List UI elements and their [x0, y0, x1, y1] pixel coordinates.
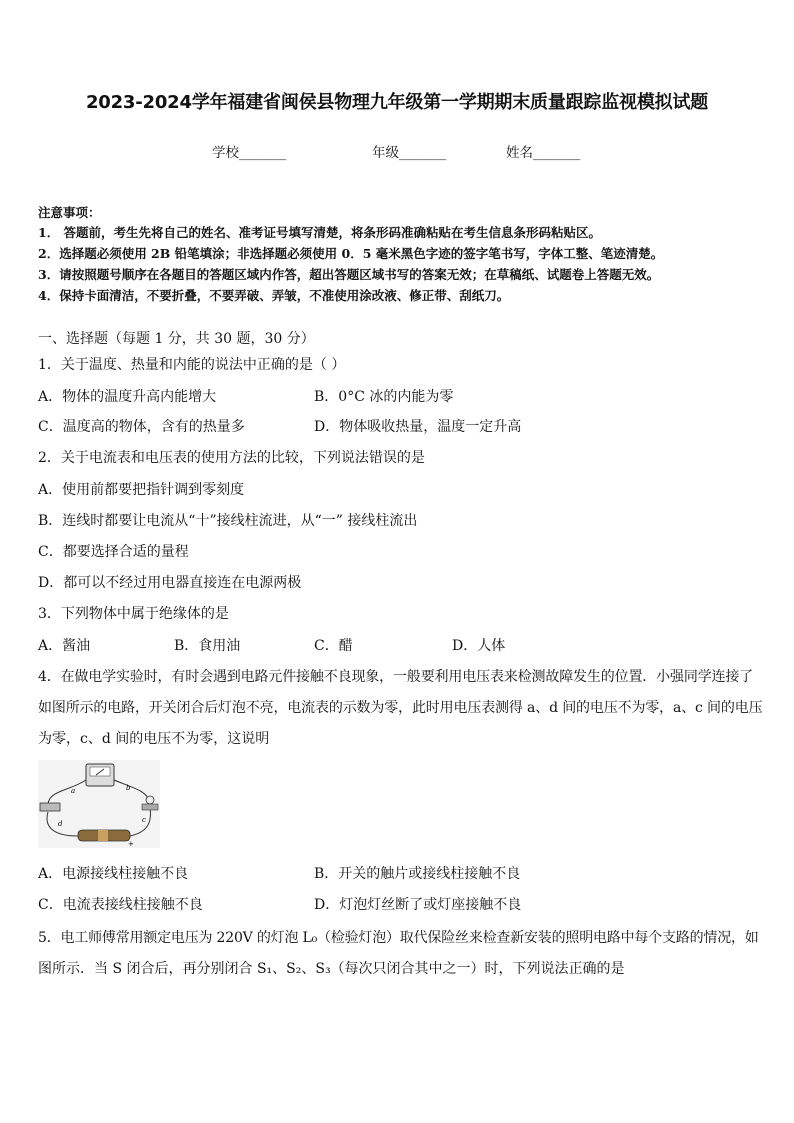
label-c: c — [142, 816, 146, 824]
question-1-option-b: B．0°C 冰的内能为零 — [314, 389, 454, 405]
question-4-line-2: 如图所示的电路，开关闭合后灯泡不亮，电流表的示数为零，此时用电压表测得 a、d 间的电压不为零，a、c 间的电压 — [38, 700, 763, 716]
switch-icon — [40, 803, 60, 811]
question-4-option-a: A．电源接线柱接触不良 — [38, 866, 189, 882]
label-d: d — [58, 820, 63, 828]
question-4-line-3: 为零，c、d 间的电压不为零，这说明 — [38, 731, 270, 747]
label-a: a — [71, 787, 76, 795]
notes-heading: 注意事项： — [38, 205, 101, 220]
question-4-line-1: 4．在做电学实验时，有时会遇到电路元件接触不良现象，一般要利用电压表来检测故障发生的位置．小强同学连接了 — [38, 669, 754, 685]
name-field: 姓名_______ — [506, 145, 581, 161]
section-heading: 一、选择题（每题 1 分，共 30 题，30 分） — [38, 331, 315, 347]
question-2-option-a: A．使用前都要把指针调到零刻度 — [38, 482, 245, 498]
page-title: 2023-2024学年福建省闽侯县物理九年级第一学期期末质量跟踪监视模拟试题 — [85, 92, 709, 113]
question-4-option-d: D．灯泡灯丝断了或灯座接触不良 — [314, 897, 522, 913]
question-5-line-1: 5．电工师傅常用额定电压为 220V 的灯泡 L₀（检验灯泡）取代保险丝来检查新安装的照明电路中每个支路的情况，如 — [38, 930, 759, 946]
question-1-option-d: D．物体吸收热量，温度一定升高 — [314, 419, 522, 435]
note-item: 4．保持卡面清洁，不要折叠，不要弄破、弄皱，不准使用涂改液、修正带、刮纸刀。 — [38, 288, 510, 303]
question-1-option-c: C．温度高的物体，含有的热量多 — [38, 419, 245, 435]
question-2-option-d: D．都可以不经过用电器直接连在电源两极 — [38, 575, 302, 591]
question-3-option-b: B．食用油 — [174, 638, 241, 654]
grade-field: 年级_______ — [372, 145, 447, 161]
question-2-option-c: C．都要选择合适的量程 — [38, 544, 189, 560]
note-item: 1． 答题前，考生先将自己的姓名、准考证号填写清楚，将条形码准确粘贴在考生信息条形码粘贴区。 — [38, 225, 602, 240]
note-item: 3．请按照题号顺序在各题目的答题区域内作答，超出答题区域书写的答案无效；在草稿纸、试题卷上答题无效。 — [38, 267, 660, 282]
question-4-option-b: B．开关的触片或接线柱接触不良 — [314, 866, 521, 882]
label-b: b — [126, 784, 131, 792]
question-3-option-c: C．醋 — [314, 638, 353, 654]
label-plus: + — [128, 840, 134, 848]
circuit-diagram — [38, 760, 160, 848]
school-field: 学校_______ — [212, 145, 287, 161]
question-3-stem: 3．下列物体中属于绝缘体的是 — [38, 606, 229, 622]
question-3-option-a: A．酱油 — [38, 638, 91, 654]
circuit-figure — [38, 760, 160, 848]
question-2-option-b: B．连线时都要让电流从“十”接线柱流进，从“一” 接线柱流出 — [38, 513, 418, 529]
question-1-option-a: A．物体的温度升高内能增大 — [38, 389, 217, 405]
question-1-stem: 1．关于温度、热量和内能的说法中正确的是（ ） — [38, 357, 346, 373]
question-3-option-d: D．人体 — [452, 638, 506, 654]
question-4-option-c: C．电流表接线柱接触不良 — [38, 897, 203, 913]
note-item: 2．选择题必须使用 2B 铅笔填涂；非选择题必须使用 0．5 毫米黑色字迹的签字笔书写，字体工整、笔迹清楚。 — [38, 246, 664, 261]
question-5-line-2: 图所示．当 S 闭合后，再分别闭合 S₁、S₂、S₃（每次只闭合其中之一）时，下列说法正确的是 — [38, 961, 625, 977]
question-2-stem: 2．关于电流表和电压表的使用方法的比较，下列说法错误的是 — [38, 450, 425, 466]
bulb-icon — [146, 796, 154, 804]
